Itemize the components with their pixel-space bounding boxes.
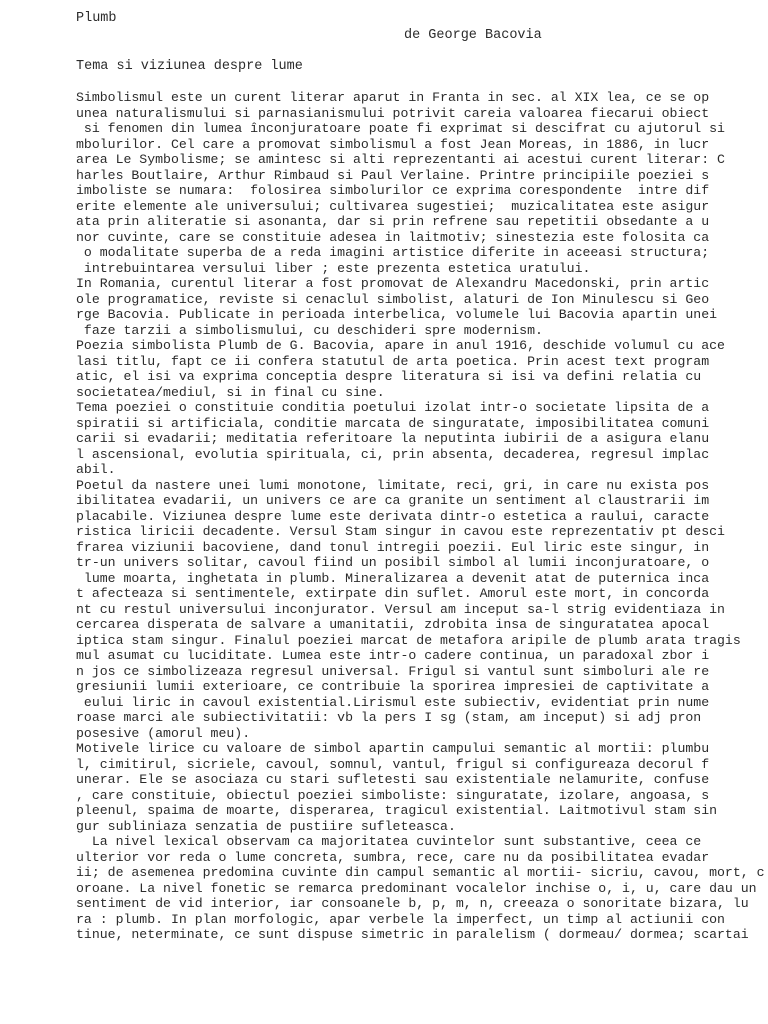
- body-text-line: abil.: [76, 462, 116, 477]
- body-text-line: gur subliniaza senzatia de pustiire sufleteasca.: [76, 818, 456, 834]
- body-text-line: n jos ce simbolizeaza regresul universal. Frigul si vantul sunt simboluri ale re: [76, 663, 710, 679]
- body-text-line: Poezia simbolista Plumb de G. Bacovia, apare in anul 1916, deschide volumul cu ace: [76, 338, 725, 353]
- body-text-line: ristica liricii decadente. Versul Stam singur in cavou este reprezentativ pt desci: [76, 524, 725, 539]
- document-body: [76, 90, 768, 943]
- body-text-line: ra : plumb. In plan morfologic, apar verbele la imperfect, un timp al actiunii con: [76, 911, 725, 927]
- body-text-line: cercarea disperata de salvare a umanitatii, zdrobita insa de singuratatea apocal: [76, 617, 710, 632]
- body-text-line: o modalitate superba de a reda imagini artistice diferite in aceeasi structura;: [76, 245, 710, 260]
- body-text-line: intrebuintarea versului liber ; este prezenta estetica uratului.: [76, 260, 591, 276]
- body-text-line: In Romania, curentul literar a fost promovat de Alexandru Macedonski, prin artic: [76, 276, 710, 291]
- body-text-line: rge Bacovia. Publicate in perioada interbelica, volumele lui Bacovia apartin unei: [76, 307, 718, 322]
- body-text-line: pleenul, spaima de moarte, disperarea, tragicul existential. Laitmotivul stam sin: [76, 803, 718, 818]
- body-text-line: Tema poeziei o constituie conditia poetului izolat intr-o societate lipsita de a: [76, 400, 710, 415]
- body-text-line: erite elemente ale universului; cultivarea sugestiei; muzicalitatea este asigur: [76, 198, 710, 214]
- body-text-line: ulterior vor reda o lume concreta, sumbra, rece, care nu da posibilitatea evadar: [76, 849, 710, 865]
- body-text-line: lume moarta, inghetata in plumb. Mineralizarea a devenit atat de puternica inca: [76, 570, 710, 586]
- body-text-line: nt cu restul universului inconjurator. Versul am inceput sa-l strig evidentiaza in: [76, 601, 725, 617]
- body-text-line: frarea viziunii bacoviene, dand tonul intregii poezii. Eul liric este singur, in: [76, 539, 710, 555]
- body-text-line: La nivel lexical observam ca majoritatea cuvintelor sunt substantive, ceea ce: [76, 834, 702, 849]
- body-text-line: , care constituie, obiectul poeziei simboliste: singuratate, izolare, angoasa, s: [76, 787, 710, 803]
- body-text-line: placabile. Viziunea despre lume este derivata dintr-o estetica a raului, caracte: [76, 508, 710, 524]
- body-text-line: imboliste se numara: folosirea simbolurilor ce exprima corespondente intre dif: [76, 183, 710, 198]
- body-text-line: eului liric in cavoul existential.Lirismul este subiectiv, evidentiat prin nume: [76, 694, 710, 710]
- body-text-line: carii si evadarii; meditatia referitoare la neputinta iubirii de a asigura elanu: [76, 431, 710, 446]
- body-text-line: spiratii si artificiala, conditie marcata de singuratate, imposibilitatea comuni: [76, 415, 710, 431]
- body-text-line: si fenomen din lumea înconjuratoare poate fi exprimat si descifrat cu ajutorul si: [76, 121, 725, 136]
- body-text-line: societatea/mediul, si in final cu sine.: [76, 384, 385, 400]
- body-text-line: Simbolismul este un curent literar aparut in Franta in sec. al XIX lea, ce se op: [76, 90, 710, 105]
- body-text-line: sentiment de vid interior, iar consoanele b, p, m, n, creeaza o sonoritate bizara, lu: [76, 896, 749, 911]
- section-heading: Tema si viziunea despre lume: [76, 59, 303, 74]
- body-text-line: faze tarzii a simbolismului, cu deschideri spre modernism.: [76, 322, 543, 338]
- body-text-line: nor cuvinte, care se constituie adesea in laitmotiv; sinestezia este folosita ca: [76, 229, 710, 245]
- body-text-line: mul asumat cu luciditate. Lumea este intr-o cadere continua, un paradoxal zbor i: [76, 648, 710, 663]
- body-text-line: unea naturalismului si parnasianismului potrivit careia valoarea fiecarui obiect: [76, 105, 710, 121]
- body-text-line: tr-un univers solitar, cavoul fiind un posibil simbol al lumii inconjuratoare, o: [76, 555, 710, 570]
- body-text-line: Poetul da nastere unei lumi monotone, limitate, reci, gri, in care nu exista pos: [76, 477, 710, 493]
- body-text-line: lasi titlu, fapt ce ii confera statutul de arta poetica. Prin acest text program: [76, 353, 710, 369]
- body-text-line: iptica stam singur. Finalul poeziei marcat de metafora aripile de plumb arata tragis: [76, 632, 741, 648]
- body-text-line: oroane. La nivel fonetic se remarca predominant vocalelor inchise o, i, u, care dau un: [76, 880, 757, 896]
- body-text-line: tinue, neterminate, ce sunt dispuse simetric in paralelism ( dormeau/ dormea; scartai: [76, 927, 749, 942]
- document-author: de George Bacovia: [404, 28, 542, 43]
- body-text-line: roase marci ale subiectivitatii: vb la pers I sg (stam, am inceput) si adj pron: [76, 710, 702, 725]
- body-text-line: l, cimitirul, sicriele, cavoul, somnul, vantul, frigul si configureaza decorul f: [76, 756, 710, 772]
- document-title: Plumb: [76, 11, 117, 26]
- body-text-line: unerar. Ele se asociaza cu stari sufletesti sau existentiale nelamurite, confuse: [76, 772, 710, 787]
- body-text-line: t afecteaza si sentimentele, extirpate din suflet. Amorul este mort, in concorda: [76, 586, 710, 601]
- body-text-line: posesive (amorul meu).: [76, 725, 251, 741]
- body-text-line: ata prin aliteratie si asonanta, dar si prin refrene sau repetitii obsedante a u: [76, 214, 710, 229]
- body-text-line: ii; de asemenea predomina cuvinte din campul semantic al mortii- sicriu, cavou, mort, c: [76, 865, 765, 880]
- body-text-line: ibilitatea evadarii, un univers ce are ca granite un sentiment al claustrarii im: [76, 493, 710, 508]
- body-text-line: l ascensional, evolutia spirituala, ci, prin absenta, decaderea, regresul implac: [76, 446, 710, 462]
- body-text-line: area Le Symbolisme; se amintesc si alti reprezentanti ai acestui curent literar: C: [76, 152, 725, 167]
- body-text-line: harles Boutlaire, Arthur Rimbaud si Paul Verlaine. Printre principiile poeziei s: [76, 167, 710, 183]
- body-text-line: gresiunii lumii exterioare, ce contribuie la sporirea impresiei de captivitate a: [76, 679, 710, 694]
- body-text-line: ole programatice, reviste si cenaclul simbolist, alaturi de Ion Minulescu si Geo: [76, 291, 710, 307]
- body-text-line: mbolurilor. Cel care a promovat simbolismul a fost Jean Moreas, in 1886, in lucr: [76, 136, 710, 152]
- body-text-line: atic, el isi va exprima conceptia despre literatura si isi va defini relatia cu: [76, 369, 702, 384]
- body-text-line: Motivele lirice cu valoare de simbol apartin campului semantic al mortii: plumbu: [76, 741, 710, 756]
